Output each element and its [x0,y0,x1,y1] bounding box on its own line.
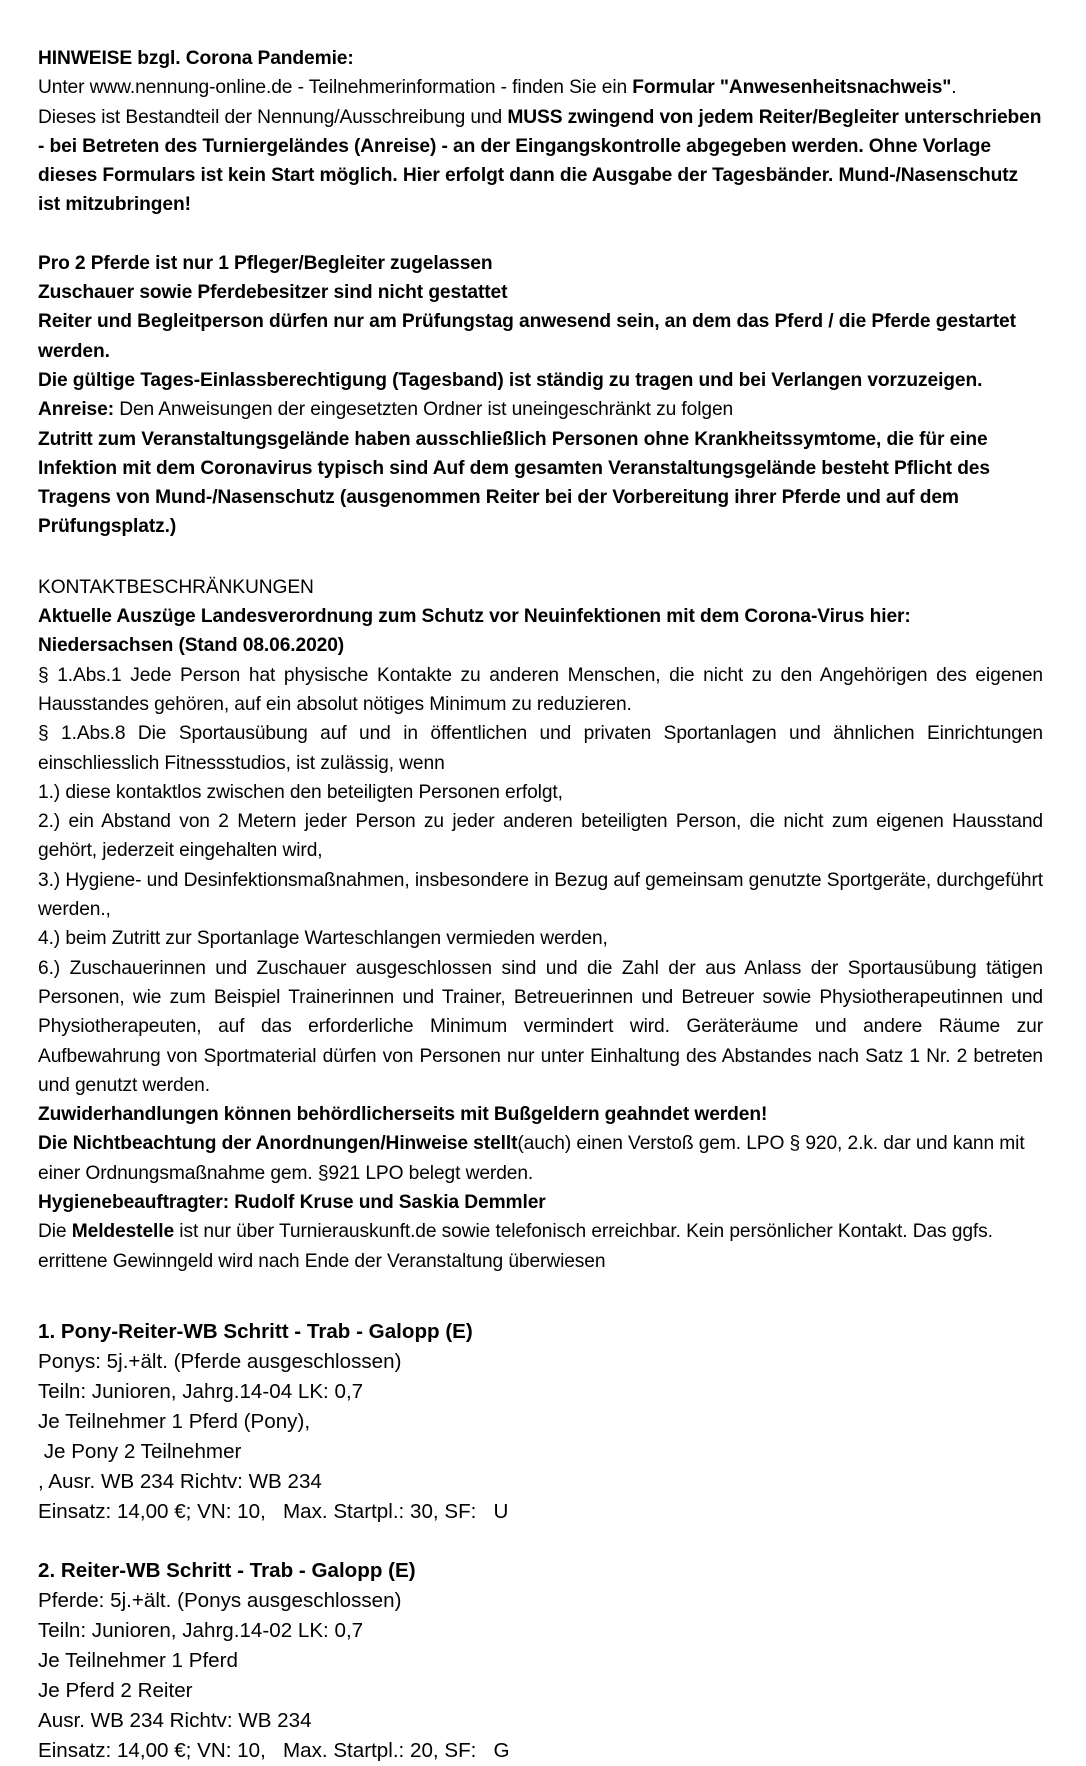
competition-title: 1. Pony-Reiter-WB Schritt - Trab - Galopp (E) [38,1319,473,1343]
competition-detail: Ponys: 5j.+ält. (Pferde ausgeschlossen) [38,1349,402,1373]
violation-notice-rest: (auch) einen Verstoß gem. LPO § 920, 2.k. dar und kann mit einer Ordnungsmaßnahme gem. §921 LPO belegt werden. [38,1133,1025,1184]
competition-detail: Je Teilnehmer 1 Pferd [38,1648,238,1672]
spacer-before-competitions [38,1276,1043,1317]
notes-line-formular-tail: . [951,77,957,99]
law-item-2: 2.) ein Abstand von 2 Metern jeder Person zu jeder anderen beteiligten Person, die nicht zum eigenen Hausstand gehört, jederzeit eingehalten wird, [38,811,1043,862]
competition-entry [38,1317,1043,1527]
contact-restrictions-subheading: Aktuelle Auszüge Landesverordnung zum Schutz vor Neuinfektionen mit dem Corona-Virus hier: Niedersachsen (Stand 08.06.2020) [38,606,911,657]
section-participation-rules [38,249,1043,542]
rule-arrival [38,395,1043,424]
rule-competition-day-only: Reiter und Begleitperson dürfen nur am Prüfungstag anwesend sein, an dem das Pferd / die Pferde gestartet werden. [38,311,1016,362]
law-item-3: 3.) Hygiene- und Desinfektionsmaßnahmen, insbesondere in Bezug auf gemeinsam genutzte Sportgeräte, durchgeführt werden., [38,869,1043,921]
law-item-6: 6.) Zuschauerinnen und Zuschauer ausgeschlossen sind und die Zahl der aus Anlass der Sportausübung tätigen Personen, wie zum Beispiel Trainerinnen und Trainer, Betreuerinnen und Betreuer sowie Physiotherapeutinnen und Physiotherapeuten, auf das erforderliche Minimum vermindert wird. Geräteräume und andere Räume zur Aufbewahrung von Sportmaterial dürfen von Personen nur unter Einhaltung des Abstandes nach Satz 1 Nr. 2 betreten und genutzt werden. [38,957,1043,1096]
competition-entry [38,1556,1043,1766]
section-contact-restrictions [38,573,1043,1276]
competition-detail: Teiln: Junioren, Jahrg.14-02 LK: 0,7 [38,1618,364,1642]
competition-detail: Je Teilnehmer 1 Pferd (Pony), [38,1409,311,1433]
competition-detail: Ausr. WB 234 Richtv: WB 234 [38,1708,312,1732]
rule-no-spectators: Zuschauer sowie Pferdebesitzer sind nicht gestattet [38,282,508,304]
rule-arrival-label: Anreise: [38,399,114,421]
notes-line-formular [38,73,1043,102]
rule-one-groom: Pro 2 Pferde ist nur 1 Pfleger/Begleiter zugelassen [38,252,493,274]
notes-paragraph-muss [38,103,1043,220]
law-item-4: 4.) beim Zutritt zur Sportanlage Warteschlangen vermieden werden, [38,928,608,950]
competition-title: 2. Reiter-WB Schritt - Trab - Galopp (E) [38,1558,416,1582]
notes-line-formular-text: Unter www.nennung-online.de - Teilnehmerinformation - finden Sie ein [38,77,633,99]
notes-line-formular-emphasis: Formular "Anwesenheitsnachweis" [632,77,952,99]
competition-detail: Je Pony 2 Teilnehmer [38,1439,242,1463]
law-paragraph-abs8: § 1.Abs.8 Die Sportausübung auf und in öffentlichen und privaten Sportanlagen und ähnlichen Einrichtungen einschliesslich Fitnessstudios, ist zulässig, wenn [38,723,1043,774]
spacer-before-contact-restrictions [38,542,1043,573]
meldestelle-notice-rest: ist nur über Turnierauskunft.de sowie telefonisch erreichbar. Kein persönlicher Kontakt. Das ggfs. errittene Gewinngeld wird nach Ende der Veranstaltung überwiesen [38,1221,993,1272]
rule-arrival-text: Den Anweisungen der eingesetzten Ordner ist uneingeschränkt zu folgen [113,399,734,421]
law-paragraph-abs1: § 1.Abs.1 Jede Person hat physische Kontakte zu anderen Menschen, die nicht zu den Angehörigen des eigenen Hausstandes gehören, auf ein absolut nötiges Minimum zu reduzieren. [38,664,1043,715]
meldestelle-notice-pre: Die [38,1221,72,1243]
competition-detail: Einsatz: 14,00 €; VN: 10, Max. Startpl.: 20, SF: G [38,1738,510,1762]
penalty-notice: Zuwiderhandlungen können behördlicherseits mit Bußgeldern geahndet werden! [38,1104,768,1126]
violation-notice [38,1129,1043,1188]
competition-list [38,1317,1043,1766]
section-corona-notes [38,44,1043,220]
competition-detail: Teiln: Junioren, Jahrg.14-04 LK: 0,7 [38,1379,364,1403]
competition-detail: Einsatz: 14,00 €; VN: 10, Max. Startpl.: 30, SF: U [38,1499,509,1523]
spacer-after-notes [38,220,1043,249]
competition-detail: Pferde: 5j.+ält. (Ponys ausgeschlossen) [38,1588,402,1612]
contact-restrictions-heading: KONTAKTBESCHRÄNKUNGEN [38,576,314,598]
notes-paragraph-muss-lead: Dieses ist Bestandteil der Nennung/Ausschreibung und [38,106,508,128]
competition-detail: , Ausr. WB 234 Richtv: WB 234 [38,1469,322,1493]
meldestelle-notice [38,1217,1043,1276]
spacer-between-competitions [38,1527,1043,1556]
rule-day-pass: Die gültige Tages-Einlassberechtigung (Tagesband) ist ständig zu tragen und bei Verlangen vorzuzeigen. [38,369,983,391]
notes-heading: HINWEISE bzgl. Corona Pandemie: [38,48,354,69]
notes-paragraph-muss-bold: MUSS zwingend von jedem Reiter/Begleiter unterschrieben - bei Betreten des Turniergeländes (Anreise) - an der Eingangskontrolle abgegeben werden. Ohne Vorlage dieses Formulars ist kein Start möglich. Hier erfolgt dann die Ausgabe der Tagesbänder. Mund-/Nasenschutz ist mitzubringen! [38,106,1042,216]
hygiene-officer: Hygienebeauftragter: Rudolf Kruse und Saskia Demmler [38,1191,546,1213]
rule-access-symptoms: Zutritt zum Veranstaltungsgelände haben ausschließlich Personen ohne Krankheitssymtome, die für eine Infektion mit dem Coronavirus typisch sind Auf dem gesamten Veranstaltungsgelände besteht Pflicht des Tragens von Mund-/Nasenschutz (ausgenommen Reiter bei der Vorbereitung ihrer Pferde und auf dem Prüfungsplatz.) [38,428,990,538]
law-item-1: 1.) diese kontaktlos zwischen den beteiligten Personen erfolgt, [38,781,563,803]
violation-notice-bold: Die Nichtbeachtung der Anordnungen/Hinweise stellt [38,1133,518,1155]
meldestelle-notice-bold: Meldestelle [71,1221,175,1243]
competition-detail: Je Pferd 2 Reiter [38,1678,193,1702]
